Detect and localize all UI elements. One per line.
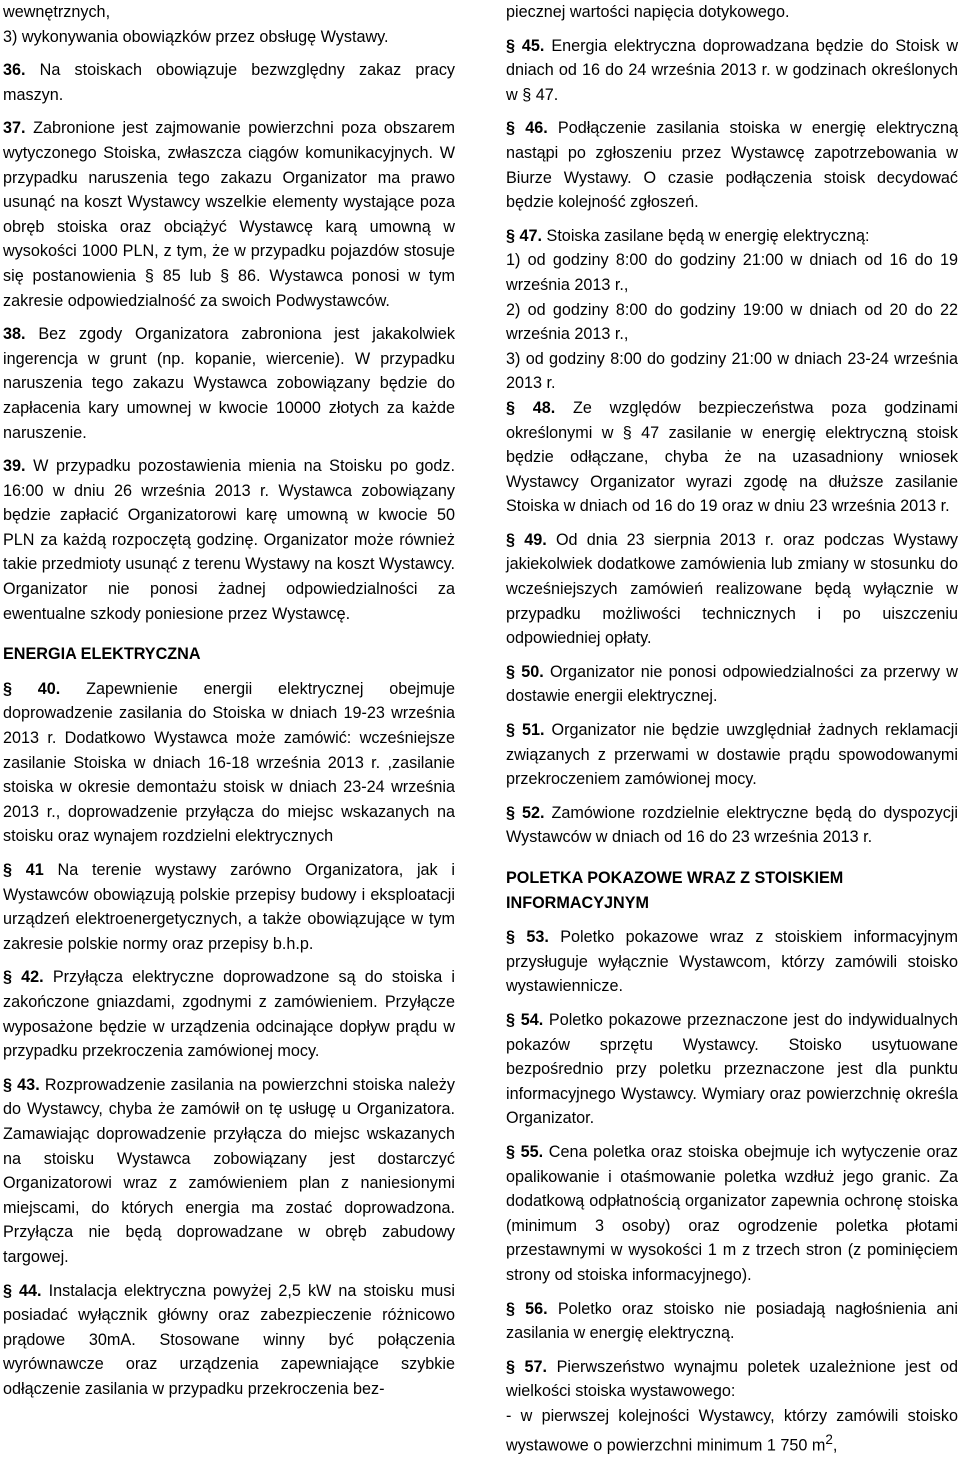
paragraph-49 bbox=[506, 528, 958, 651]
paragraph-text: Poletko pokazowe przeznaczone jest do indywidualnych pokazów sprzętu Wystawcy. Stoisko usytuowane bezpośrednio przy poletku przeznaczone jest dla punktu informacyjnego Wystawcy. Wymiary oraz powierzchnię określa Organizator. bbox=[506, 1010, 958, 1128]
paragraph-55 bbox=[506, 1140, 958, 1288]
paragraph-52 bbox=[506, 801, 958, 850]
paragraph-38 bbox=[3, 322, 455, 445]
paragraph-50 bbox=[506, 660, 958, 709]
paragraph-text: Zamówione rozdzielnie elektryczne będą do dyspozycji Wystawców w dniach od 16 do 23 września 2013 r. bbox=[506, 803, 958, 847]
intro-line-1: wewnętrznych, bbox=[3, 3, 111, 21]
superscript: 2 bbox=[825, 1432, 833, 1448]
paragraph-48 bbox=[506, 396, 958, 519]
paragraph-text: Cena poletka oraz stoiska obejmuje ich wytyczenie oraz opalikowanie i otaśmowanie poletka wzdłuż jego granic. Za dodatkową odpłatnością organizator zapewnia ochronę stoiska (minimum 3 osoby) oraz ogrodzenie poletka płotami przestawnymi w wysokości 1 m z trzech stron (z pominięciem strony od stoiska informacyjnego). bbox=[506, 1142, 958, 1284]
paragraph-number: 36. bbox=[3, 61, 26, 80]
list-item bbox=[506, 1404, 958, 1458]
paragraph-57 bbox=[506, 1355, 958, 1404]
paragraph-number: § 44. bbox=[3, 1281, 42, 1300]
paragraph-text: Od dnia 23 sierpnia 2013 r. oraz podczas Wystawy jakiekolwiek dodatkowe zamówienia lub zmiany w stosunku do wcześniejszych zamówień realizowane będą wyłącznie w przypadku możliwości technicznych i po uiszczeniu odpowiedniej opłaty. bbox=[506, 530, 959, 648]
paragraph-text: Energia elektryczna doprowadzana będzie do Stoisk w dniach od 16 do 24 września 2013 r. w godzinach określonych w § 47. bbox=[506, 36, 959, 104]
paragraph-number: § 47. bbox=[506, 226, 543, 245]
list-item: 2) od godziny 8:00 do godziny 19:00 w dniach od 20 do 22 września 2013 r., bbox=[506, 300, 958, 344]
left-column bbox=[3, 0, 455, 1410]
paragraph-text: Poletko pokazowe wraz z stoiskiem informacyjnym przysługuje wyłącznie Wystawcom, którzy zamówili stoisko wystawiennicze. bbox=[506, 928, 958, 996]
continuation-text: piecznej wartości napięcia dotykowego. bbox=[506, 3, 790, 21]
section-heading-poletka: POLETKA POKAZOWE WRAZ Z STOISKIEM INFORMACYJNYM bbox=[506, 869, 844, 912]
paragraph-number: 37. bbox=[3, 119, 26, 138]
paragraph-text: Rozprowadzenie zasilania na powierzchni stoiska należy do Wystawcy, chyba że zamówił on tę usługę u Organizatora. Zamawiając doprowadzenie przyłącza do miejsc wskazanych na stoisku Wystawca zobowiązany jest dostarczyć Organizatorowi wraz z zamówieniem plan z naniesionymi miejscami, do których energia ma zostać doprowadzona. Przyłącza nie będą doprowadzane w obręb zabudowy targowej. bbox=[3, 1075, 455, 1266]
paragraph-number: § 46. bbox=[506, 119, 548, 138]
paragraph-40 bbox=[3, 677, 455, 849]
paragraph-number: § 54. bbox=[506, 1010, 544, 1029]
paragraph-45 bbox=[506, 34, 958, 108]
paragraph-number: § 51. bbox=[506, 721, 545, 740]
paragraph-53 bbox=[506, 925, 958, 999]
paragraph-43 bbox=[3, 1073, 455, 1270]
paragraph-number: § 52. bbox=[506, 803, 545, 822]
list-item-tail: , bbox=[832, 1436, 838, 1455]
paragraph-41 bbox=[3, 858, 455, 956]
section-heading-energia: ENERGIA ELEKTRYCZNA bbox=[3, 645, 201, 664]
paragraph-number: § 57. bbox=[506, 1357, 548, 1376]
paragraph-number: § 49. bbox=[506, 530, 547, 549]
intro-line-2: 3) wykonywania obowiązków przez obsługę Wystawy. bbox=[3, 27, 389, 46]
paragraph-36 bbox=[3, 58, 455, 107]
paragraph-text: Przyłącza elektryczne doprowadzone są do stoiska i zakończone gniazdami, zgodnymi z zamówieniem. Przyłącze wyposażone będzie w urządzenia odcinające dopływ prądu w przypadku przekroczenia zamówionej mocy. bbox=[3, 968, 455, 1061]
paragraph-44 bbox=[3, 1279, 455, 1402]
paragraph-number: § 56. bbox=[506, 1299, 548, 1318]
paragraph-39 bbox=[3, 454, 455, 626]
paragraph-text: Pierwszeństwo wynajmu poletek uzależnione jest od wielkości stoiska wystawowego: bbox=[506, 1357, 958, 1401]
paragraph-text: Bez zgody Organizatora zabroniona jest jakakolwiek ingerencja w grunt (np. kopanie, wiercenie). W przypadku naruszenia tego zakazu Wystawca zobowiązany będzie do zapłacenia kary umownej w kwocie 10000 złotych za każde naruszenie. bbox=[3, 325, 455, 442]
list-item-text: - w pierwszej kolejności Wystawcy, którzy zamówili stoisko wystawowe o powierzchni minimum 1 750 m bbox=[506, 1406, 958, 1455]
paragraph-text: Podłączenie zasilania stoiska w energię elektryczną nastąpi po zgłoszeniu przez Wystawcę zapotrzebowania w Biurze Wystawy. O czasie podłączenia stoisk decydować będzie kolejność zgłoszeń. bbox=[506, 119, 958, 212]
paragraph-number: § 50. bbox=[506, 662, 544, 681]
paragraph-number: § 42. bbox=[3, 968, 44, 987]
paragraph-number: § 45. bbox=[506, 36, 545, 55]
paragraph-text: Na stoiskach obowiązuje bezwzględny zakaz pracy maszyn. bbox=[3, 61, 456, 104]
paragraph-42 bbox=[3, 965, 455, 1063]
paragraph-56 bbox=[506, 1297, 958, 1346]
paragraph-number: § 55. bbox=[506, 1142, 544, 1161]
paragraph-number: § 41 bbox=[3, 861, 44, 879]
paragraph-text: Poletko oraz stoisko nie posiadają nagłośnienia ani zasilania w energię elektryczną. bbox=[506, 1299, 958, 1343]
list-item: 3) od godziny 8:00 do godziny 21:00 w dniach 23-24 września 2013 r. bbox=[506, 349, 958, 393]
paragraph-text: W przypadku pozostawienia mienia na Stoisku po godz. 16:00 w dniu 26 września 2013 r. Wystawca zobowiązany będzie zapłacić Organizatorowi karę umowną w kwocie 50 PLN za każdą rozpoczętą godzinę. Organizator może również takie przedmioty usunąć z terenu Wystawy na koszt Wystawcy. Organizator nie ponosi żadnej odpowiedzialności za ewentualne szkody poniesione przez Wystawcę. bbox=[3, 457, 455, 623]
paragraph-46 bbox=[506, 116, 958, 214]
right-column bbox=[506, 0, 958, 1458]
paragraph-51 bbox=[506, 718, 958, 792]
paragraph-number: 38. bbox=[3, 325, 26, 344]
paragraph-54 bbox=[506, 1008, 958, 1131]
paragraph-text: Na terenie wystawy zarówno Organizatora, jak i Wystawców obowiązują polskie przepisy budowy i eksploatacji urządzeń elektroenergetycznych, a także obowiązujące w tym zakresie polskie normy oraz przepisy b.h.p. bbox=[3, 861, 455, 953]
list-item: 1) od godziny 8:00 do godziny 21:00 w dniach od 16 do 19 września 2013 r., bbox=[506, 251, 958, 294]
paragraph-text: Stoiska zasilane będą w energię elektryczną: bbox=[546, 226, 870, 245]
paragraph-text: Zabronione jest zajmowanie powierzchni poza obszarem wytyczonego Stoiska, zwłaszcza ciągów komunikacyjnych. W przypadku naruszenia tego zakazu Organizator ma prawo usunąć na koszt Wystawcy wszelkie elementy wystające poza obręb stoiska oraz obciążyć Wystawcę karą umowną w wysokości 1000 PLN, z tym, że w przypadku pojazdów stosuje się postanowienia § 85 lub § 86. Wystawca ponosi w tym zakresie odpowiedzialność za swoich Podwystawców. bbox=[3, 119, 455, 310]
paragraph-number: 39. bbox=[3, 457, 26, 476]
paragraph-text: Zapewnienie energii elektrycznej obejmuje doprowadzenie zasilania do Stoiska w dniach 19-23 września 2013 r. Dodatkowo Wystawca może zamówić: wcześniejsze zasilanie Stoiska w dniach 16-18 września 2013 r. ,zasilanie stoiska w okresie demontażu stoisk w dniach 23-24 września 2013 r., doprowadzenie przyłącza do miejsc wskazanych na stoisku oraz wynajem rozdzielni elektrycznych bbox=[3, 679, 455, 846]
paragraph-text: Ze względów bezpieczeństwa poza godzinami określonymi w § 47 zasilanie w energię elektryczną stoisk będzie odłączane, chyba że na uzasadniony wniosek Wystawcy Organizator wyrazi zgodę na dłuższe zasilanie Stoiska w dniach od 16 do 19 oraz w dniu 23 września 2013 r. bbox=[506, 398, 958, 516]
paragraph-number: § 40. bbox=[3, 679, 61, 698]
paragraph-number: § 43. bbox=[3, 1075, 40, 1094]
paragraph-47 bbox=[506, 224, 958, 249]
paragraph-number: § 53. bbox=[506, 928, 549, 947]
paragraph-text: Instalacja elektryczna powyżej 2,5 kW na stoisku musi posiadać wyłącznik główny oraz zabezpieczenie różnicowo prądowe 30mA. Stosowane winny być połączenia wyrównawcze oraz urządzenia zapewniające szybkie odłączenie zasilania w przypadku przekroczenia bez- bbox=[3, 1281, 455, 1398]
paragraph-37 bbox=[3, 116, 455, 313]
paragraph-number: § 48. bbox=[506, 398, 556, 417]
paragraph-text: Organizator nie będzie uwzględniał żadnych reklamacji związanych z przerwami w dostawie prądu spowodowanymi przekroczeniem zamówionej mocy. bbox=[506, 721, 958, 789]
paragraph-text: Organizator nie ponosi odpowiedzialności za przerwy w dostawie energii elektrycznej. bbox=[506, 662, 958, 706]
